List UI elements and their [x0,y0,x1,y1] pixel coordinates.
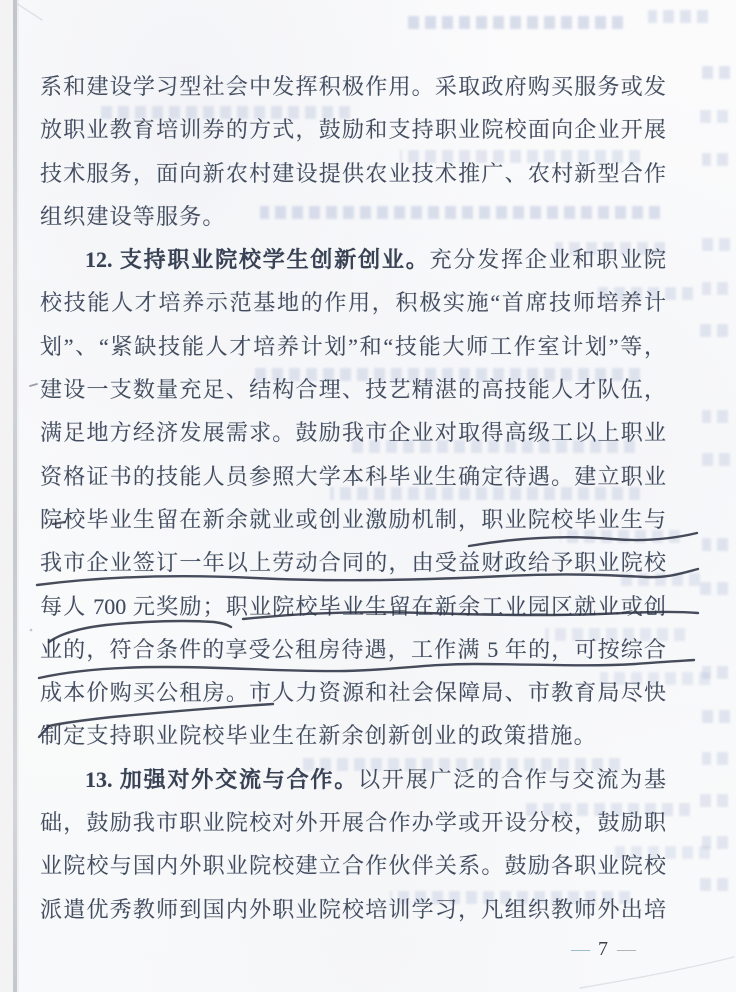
text-line [40,714,666,757]
text-segment: 充分发挥企业和职业院 [429,247,666,273]
text-line [40,238,666,281]
scan-scratch-bottom [580,957,734,988]
text-line [40,411,666,454]
text-line [40,455,666,498]
text-segment: 业院校与国内外职业院校建立合作伙伴关系。鼓励各职业院校 [40,853,666,879]
bleed-through-smudge [700,110,728,123]
text-line [40,628,666,671]
bleed-through-smudge [700,794,728,807]
text-segment: 建设一支数量充足、结构合理、技艺精湛的高技能人才队伍， [40,377,666,403]
scan-edge-shadow [17,0,19,992]
text-line [40,65,666,108]
text-segment: 成本价购买公租房。市人力资源和社会保障局、市教育局尽快 [40,680,666,706]
text-segment: 院校毕业生留在新余就业或创业激励机制，职业院校毕业生与 [40,506,666,532]
bleed-through-smudge [700,710,730,723]
text-line [40,325,666,368]
text-segment: 以开展广泛的合作与交流为基 [358,766,666,792]
text-segment: 每人 700 元奖励；职业院校毕业生留在新余工业园区就业或创 [40,593,666,619]
text-segment: 组织建设等服务。 [40,203,226,229]
text-line [40,498,666,541]
bleed-through-smudge [700,66,730,79]
scan-margin [0,0,13,992]
text-segment: 制定支持职业院校毕业生在新余创新创业的政策措施。 [40,723,597,749]
bleed-through-smudge [702,153,728,166]
bleed-through-smudge [700,582,728,595]
bleed-through-smudge [700,238,730,251]
scan-fold-mark [16,3,42,20]
bleed-through-smudge [700,453,730,466]
text-segment: 我市企业签订一年以上劳动合同的，由受益财政给予职业院校 [40,550,666,576]
text-segment: 校技能人才培养示范基地的作用，积极实施“首席技师培养计 [40,290,666,316]
text-segment: 资格证书的技能人员参照大学本科毕业生确定待遇。建立职业 [40,463,666,489]
text-line [40,888,666,931]
bleed-through-smudge [700,878,728,891]
bleed-through-smudge [408,16,623,29]
heading-segment: 13. 加强对外交流与合作。 [85,766,359,792]
document-body-text [40,65,666,931]
bleed-through-smudge [700,324,728,337]
heading-segment: 12. 支持职业院校学生创新创业。 [85,247,430,273]
bleed-through-smudge [702,538,728,551]
page-number-value: 7 [598,938,608,960]
text-line [40,281,666,324]
page-number-dash-right: — [617,938,635,960]
stray-ink-speck [30,629,33,632]
text-segment: 业的，符合条件的享受公租房待遇，工作满 5 年的，可按综合 [40,636,666,662]
text-line [40,801,666,844]
text-line [40,671,666,714]
bleed-through-smudge [702,836,728,849]
bleed-through-smudge [702,752,728,765]
bleed-through-smudge [702,282,728,295]
text-line [40,152,666,195]
text-segment: 础，鼓励我市职业院校对外开展合作办学或开设分校，鼓励职 [40,810,666,836]
bleed-through-smudge [648,10,708,23]
text-segment: 系和建设学习型社会中发挥积极作用。采取政府购买服务或发 [40,74,666,99]
text-segment: 技术服务，面向新农村建设提供农业技术推广、农村新型合作 [40,160,666,186]
text-line [40,585,666,628]
text-line [40,108,666,151]
text-line [40,541,666,584]
bleed-through-smudge [702,410,728,423]
text-segment: 划”、“紧缺技能人才培养计划”和“技能大师工作室计划”等， [40,333,666,359]
text-line [40,758,666,801]
text-segment: 派遣优秀教师到国内外职业院校培训学习，凡组织教师外出培 [40,896,666,922]
text-segment: 满足地方经济发展需求。鼓励我市企业对取得高级工以上职业 [40,420,666,446]
page-number-dash-left: — [571,938,589,960]
text-line [40,368,666,411]
page-number [571,938,635,961]
text-line [40,844,666,887]
text-segment: 放职业教育培训券的方式，鼓励和支持职业院校面向企业开展 [40,117,666,143]
stray-ink-tick [30,384,37,386]
text-line [40,195,666,238]
bleed-through-smudge [702,666,728,679]
